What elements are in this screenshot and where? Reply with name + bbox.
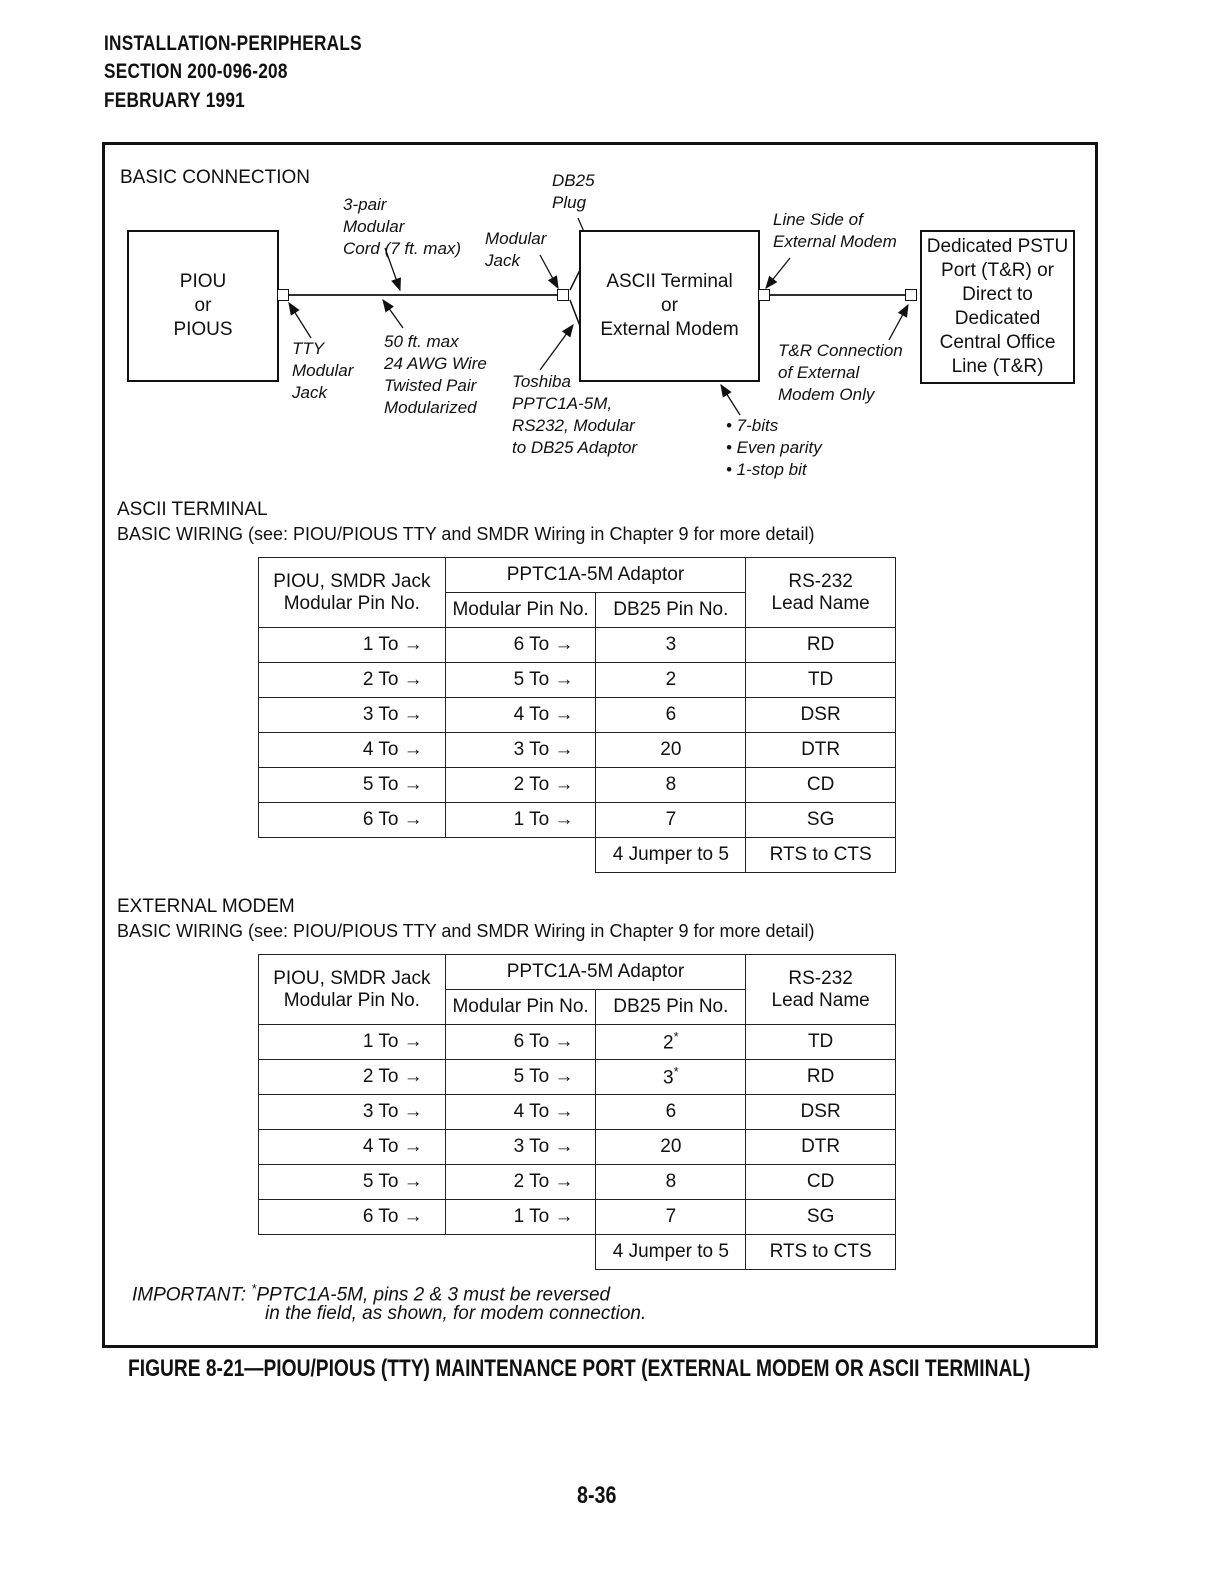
line-side-label [773,209,897,253]
table-cell: 20 [596,733,746,768]
piou-label: PIOU [179,271,227,292]
modular-jack-label [485,228,546,272]
header-rs232-lead: RS-232 Lead Name [746,955,896,1025]
table-cell: 3* [596,1060,746,1095]
label-line: of External [778,363,860,382]
header-db25-pin: DB25 Pin No. [596,593,746,628]
pstu-box [920,230,1075,384]
table-cell: 3 [596,628,746,663]
header-piou-pin: PIOU, SMDR Jack Modular Pin No. [259,955,446,1025]
header-row [259,955,896,990]
table-cell: DTR [746,733,896,768]
table-row [259,1130,896,1165]
table-row [259,768,896,803]
pstu-line: Port (T&R) or [941,260,1054,281]
ascii-or-label: or [661,295,678,316]
table-row [259,803,896,838]
header-row [259,558,896,593]
label-line: 3-pair [343,195,387,214]
setting-item: • Even parity [726,438,822,457]
label-line: Jack [292,383,327,402]
table-cell: 2 [596,663,746,698]
label-line: RS232, Modular [512,416,635,435]
label-line: External Modem [773,232,897,251]
table-cell: 8 [596,1165,746,1200]
table-cell: 2 To → [445,768,596,803]
tr-connection-label [778,340,903,406]
table-cell: 6 [596,1095,746,1130]
empty-cell [259,1235,596,1270]
header-modular-pin: Modular Pin No. [445,990,596,1025]
table-cell: 6 [596,698,746,733]
label-line: Modular [343,217,405,236]
table-cell: 1 To → [259,1025,446,1060]
adaptor-label [512,371,637,459]
modem-section-title: EXTERNAL MODEM [117,896,295,917]
tty-jack-icon [277,289,289,301]
external-modem-label: External Modem [600,319,739,340]
table-row [259,1200,896,1235]
asterisk-mark: * [673,1064,679,1080]
table-cell: 4 Jumper to 5 [596,838,746,873]
table-cell: 3 To → [445,1130,596,1165]
asterisk-mark: * [251,1281,257,1296]
table-cell: 7 [596,803,746,838]
table-cell: 5 To → [445,663,596,698]
table-cell: 5 To → [259,768,446,803]
pstu-line: Central Office [939,332,1056,353]
pstu-line: Line (T&R) [951,356,1044,377]
table-cell: SG [746,1200,896,1235]
important-line-2: in the field, as shown, for modem connection. [265,1303,647,1324]
table-cell: 2 To → [259,1060,446,1095]
wire-label [384,331,487,419]
table-cell: 6 To → [259,1200,446,1235]
figure-caption: FIGURE 8-21—PIOU/PIOUS (TTY) MAINTENANCE PORT (EXTERNAL MODEM OR ASCII TERMINAL) [128,1355,1031,1382]
header-line-1: INSTALLATION-PERIPHERALS [104,32,362,55]
label-line: Modular [485,229,547,248]
table-cell: TD [746,663,896,698]
table-cell: TD [746,1025,896,1060]
table-cell: 4 To → [259,1130,446,1165]
label-line: 50 ft. max [384,332,459,351]
setting-item: • 7-bits [726,416,779,435]
label-line: T&R Connection [778,341,903,360]
table-cell: 4 To → [259,733,446,768]
label-line: to DB25 Adaptor [512,438,638,457]
basic-connection-title: BASIC CONNECTION [120,167,311,188]
page-number: 8-36 [577,1482,617,1509]
pstu-line: Dedicated [954,308,1041,329]
ascii-terminal-label: ASCII Terminal [606,271,733,292]
label-line: Cord (7 ft. max) [343,239,462,258]
line-side-jack-icon [758,289,770,301]
label-line: DB25 [552,171,595,190]
pstu-line: Direct to [962,284,1033,305]
table-row [259,1165,896,1200]
modem-section-subtitle: BASIC WIRING (see: PIOU/PIOUS TTY and SMDR Wiring in Chapter 9 for more detail) [117,921,815,941]
table-cell: 3 To → [259,698,446,733]
table-row [259,663,896,698]
table-row [259,1095,896,1130]
table-cell: RD [746,628,896,663]
label-line: Modularized [384,398,477,417]
label-line: Twisted Pair [384,376,477,395]
tr-jack-icon [905,289,917,301]
jumper-row [259,838,896,873]
label-line: Line Side of [773,210,863,229]
table-cell: 5 To → [445,1060,596,1095]
modem-wiring-table [258,954,896,1270]
table-cell: 3 To → [259,1095,446,1130]
table-cell: CD [746,1165,896,1200]
table-cell: RD [746,1060,896,1095]
header-adaptor-group: PPTC1A-5M Adaptor [445,558,746,593]
header-modular-pin: Modular Pin No. [445,593,596,628]
table-row [259,628,896,663]
pstu-line: Dedicated PSTU [926,236,1069,257]
table-cell: 2 To → [259,663,446,698]
table-cell: 1 To → [445,1200,596,1235]
table-cell: 1 To → [259,628,446,663]
header-line-2: SECTION 200-096-208 [104,60,288,83]
table-cell: 20 [596,1130,746,1165]
table-cell: 2* [596,1025,746,1060]
table-row [259,1025,896,1060]
label-line: Plug [552,193,587,212]
header-piou-pin: PIOU, SMDR Jack Modular Pin No. [259,558,446,628]
table-cell: 5 To → [259,1165,446,1200]
header-rs232-lead: RS-232 Lead Name [746,558,896,628]
table-cell: 1 To → [445,803,596,838]
table-row [259,733,896,768]
table-cell: 2 To → [445,1165,596,1200]
label-line: Modular [292,361,354,380]
label-line: PPTC1A-5M, [512,394,613,413]
table-cell: 7 [596,1200,746,1235]
table-cell: 6 To → [445,628,596,663]
table-cell: 4 Jumper to 5 [596,1235,746,1270]
jumper-row [259,1235,896,1270]
table-cell: 8 [596,768,746,803]
header-db25-pin: DB25 Pin No. [596,990,746,1025]
table-cell: RTS to CTS [746,1235,896,1270]
piou-or-label: or [194,295,212,316]
table-row [259,698,896,733]
modular-jack-icon [557,289,569,301]
table-cell: DTR [746,1130,896,1165]
table-cell: 6 To → [259,803,446,838]
setting-item: • 1-stop bit [726,460,807,479]
settings-list [726,415,822,481]
table-cell: 3 To → [445,733,596,768]
important-line-1: PPTC1A-5M, pins 2 & 3 must be reversed [256,1284,611,1306]
table-cell: SG [746,803,896,838]
db25-plug-label [552,170,595,214]
table-cell: 6 To → [445,1025,596,1060]
label-line: Modem Only [778,385,875,404]
cord-label [343,194,461,260]
table-cell: 4 To → [445,1095,596,1130]
label-line: 24 AWG Wire [384,354,487,373]
table-row [259,1060,896,1095]
label-line: TTY [292,339,325,358]
ascii-terminal-box [579,230,760,382]
table-cell: 4 To → [445,698,596,733]
ascii-wiring-table [258,557,896,873]
tty-jack-label [292,338,353,404]
ascii-section-subtitle: BASIC WIRING (see: PIOU/PIOUS TTY and SMDR Wiring in Chapter 9 for more detail) [117,524,815,544]
important-label: IMPORTANT: [132,1284,246,1306]
empty-cell [259,838,596,873]
pious-label: PIOUS [173,319,233,340]
ascii-section-title: ASCII TERMINAL [117,499,268,520]
label-line: Jack [485,251,520,270]
asterisk-mark: * [673,1029,679,1045]
header-line-3: FEBRUARY 1991 [104,89,246,112]
piou-box [127,230,279,382]
table-cell: DSR [746,698,896,733]
table-cell: CD [746,768,896,803]
table-cell: DSR [746,1095,896,1130]
label-line: Toshiba [512,372,571,391]
header-adaptor-group: PPTC1A-5M Adaptor [445,955,746,990]
table-cell: RTS to CTS [746,838,896,873]
